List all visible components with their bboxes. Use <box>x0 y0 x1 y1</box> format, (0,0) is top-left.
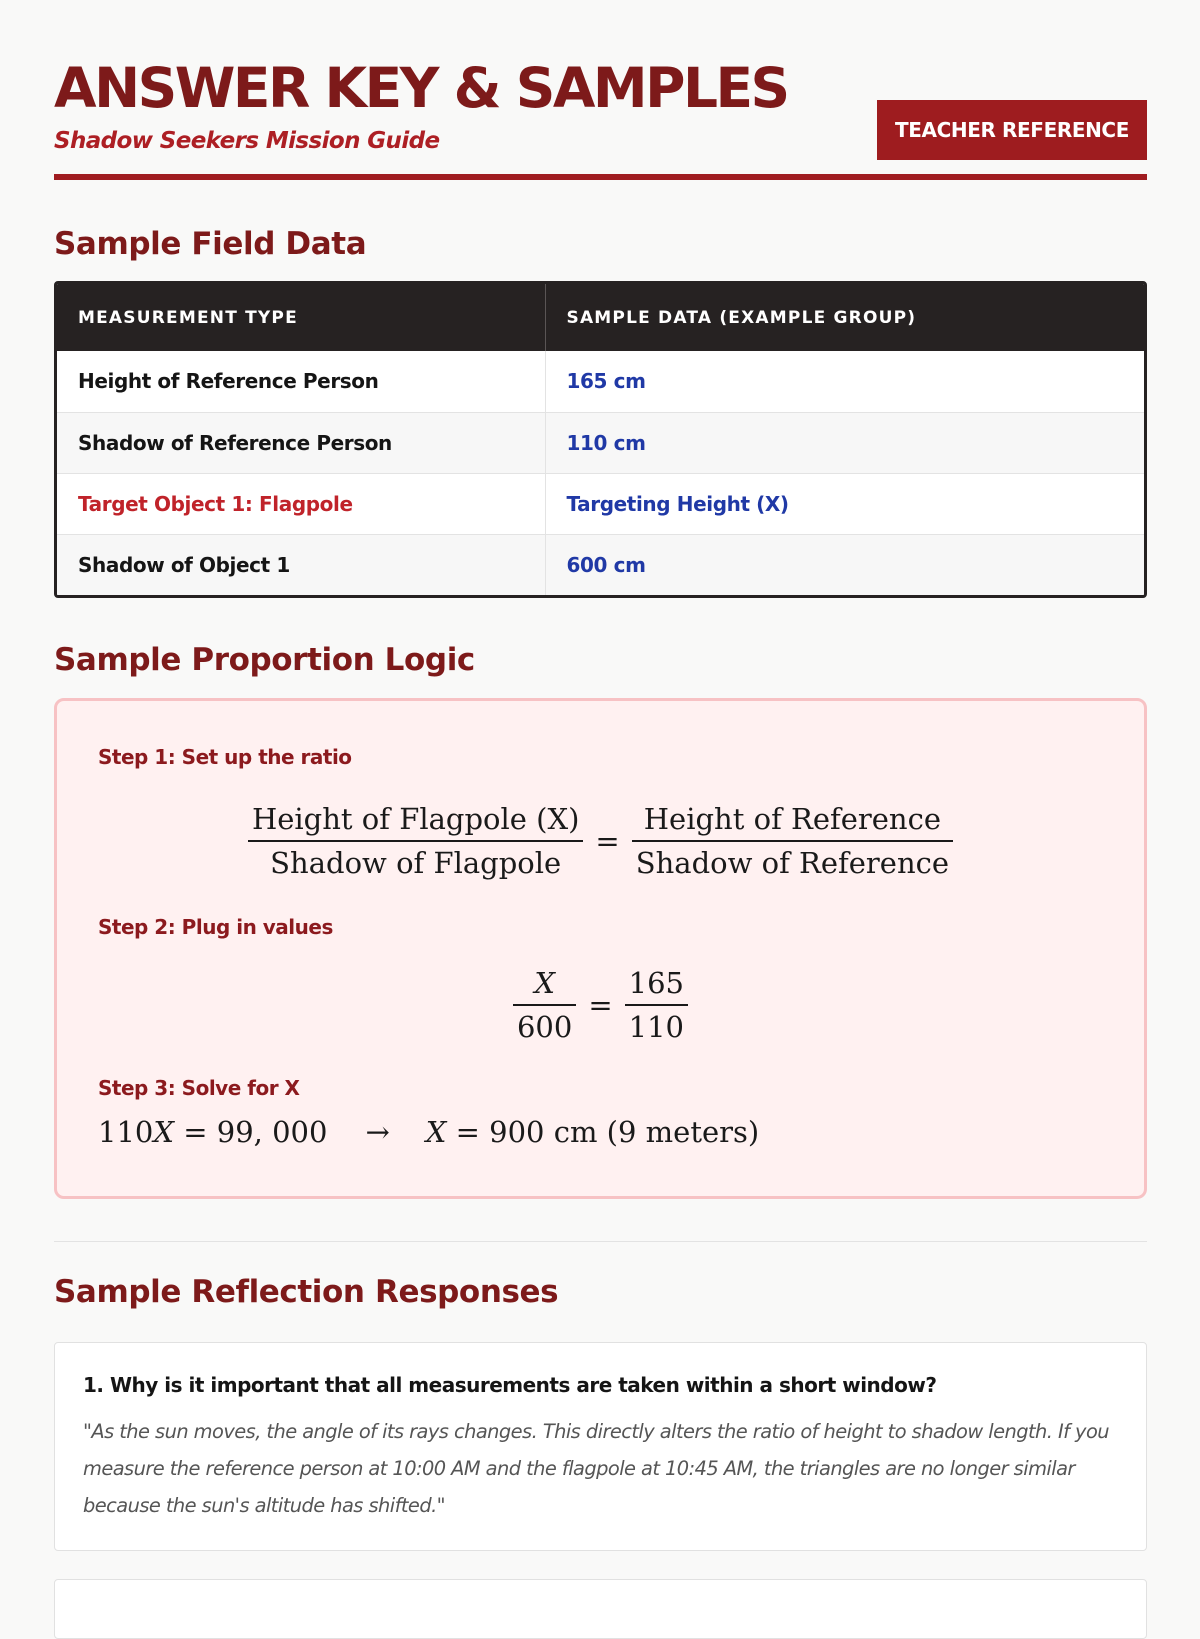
table-row <box>57 351 1144 412</box>
reflection-card-next <box>54 1579 1147 1639</box>
fraction-numerator: Height of Flagpole (X) <box>248 801 583 842</box>
reflection-question: 1. Why is it important that all measurements are taken within a short window? <box>83 1373 937 1397</box>
step-3-label: Step 3: Solve for X <box>98 1076 300 1100</box>
page-header <box>54 0 1147 181</box>
measurement-type-cell: Height of Reference Person <box>78 369 379 394</box>
unknown-ratio <box>513 965 576 1045</box>
result-variable: X <box>425 1115 447 1149</box>
right-arrow-icon: → <box>365 1115 390 1149</box>
page-title: ANSWER KEY & SAMPLES <box>54 56 788 120</box>
ratio-equation <box>57 801 1144 881</box>
fraction-numerator: Height of Reference <box>632 801 953 842</box>
header-divider <box>54 174 1147 180</box>
section-divider <box>54 1241 1147 1242</box>
step-2-label: Step 2: Plug in values <box>98 915 333 939</box>
table-row <box>57 473 1144 534</box>
proportion-heading: Sample Proportion Logic <box>54 642 475 678</box>
measurement-type-cell: Target Object 1: Flagpole <box>57 473 545 534</box>
fraction-denominator: 110 <box>628 1010 685 1044</box>
fraction-denominator: 600 <box>516 1010 573 1044</box>
fraction-numerator: 165 <box>625 965 688 1006</box>
teacher-reference-badge: TEACHER REFERENCE <box>877 100 1147 160</box>
measurement-type-cell: Shadow of Reference Person <box>57 412 545 473</box>
cross-product-variable: X <box>153 1115 175 1149</box>
field-data-table <box>54 281 1147 598</box>
reference-ratio <box>632 801 953 881</box>
field-data-heading: Sample Field Data <box>54 226 367 262</box>
sample-value-cell: 165 cm <box>545 351 1144 412</box>
proportion-logic-box <box>54 698 1147 1199</box>
measurement-type-cell: Shadow of Object 1 <box>57 534 545 595</box>
values-equation <box>57 965 1144 1045</box>
table-row <box>57 412 1144 473</box>
table-row <box>57 534 1144 595</box>
equals-sign: = <box>588 988 613 1022</box>
sample-value-cell: Targeting Height (X) <box>545 473 1144 534</box>
reflection-answer: "As the sun moves, the angle of its rays changes. This directly alters the ratio of height to shadow length. If you measure the reference person at 10:00 AM and the flagpole at 10:45 AM, the triangles are no longer similar because the sun's altitude has shifted." <box>83 1420 1110 1517</box>
solution-equation <box>98 1115 759 1149</box>
sample-value-cell: 110 cm <box>545 412 1144 473</box>
fraction-denominator: Shadow of Flagpole <box>270 846 562 880</box>
flagpole-ratio <box>248 801 583 881</box>
result-value: = 900 cm (9 meters) <box>446 1115 760 1149</box>
column-header-sample-data: SAMPLE DATA (EXAMPLE GROUP) <box>545 284 1144 351</box>
answer-key-page <box>54 0 1147 1517</box>
reflections-heading: Sample Reflection Responses <box>54 1274 559 1310</box>
equals-sign: = <box>595 824 620 858</box>
fraction-numerator: X <box>513 965 576 1006</box>
step-1-label: Step 1: Set up the ratio <box>98 745 352 769</box>
sample-value-cell: 600 cm <box>545 534 1144 595</box>
known-ratio <box>625 965 688 1045</box>
page-subtitle: Shadow Seekers Mission Guide <box>54 128 440 154</box>
fraction-denominator: Shadow of Reference <box>635 846 950 880</box>
cross-product-coefficient: 110 <box>98 1115 154 1149</box>
cross-product-value: = 99, 000 <box>174 1115 328 1149</box>
reflection-card <box>54 1342 1147 1551</box>
column-header-measurement-type: MEASUREMENT TYPE <box>57 284 545 351</box>
